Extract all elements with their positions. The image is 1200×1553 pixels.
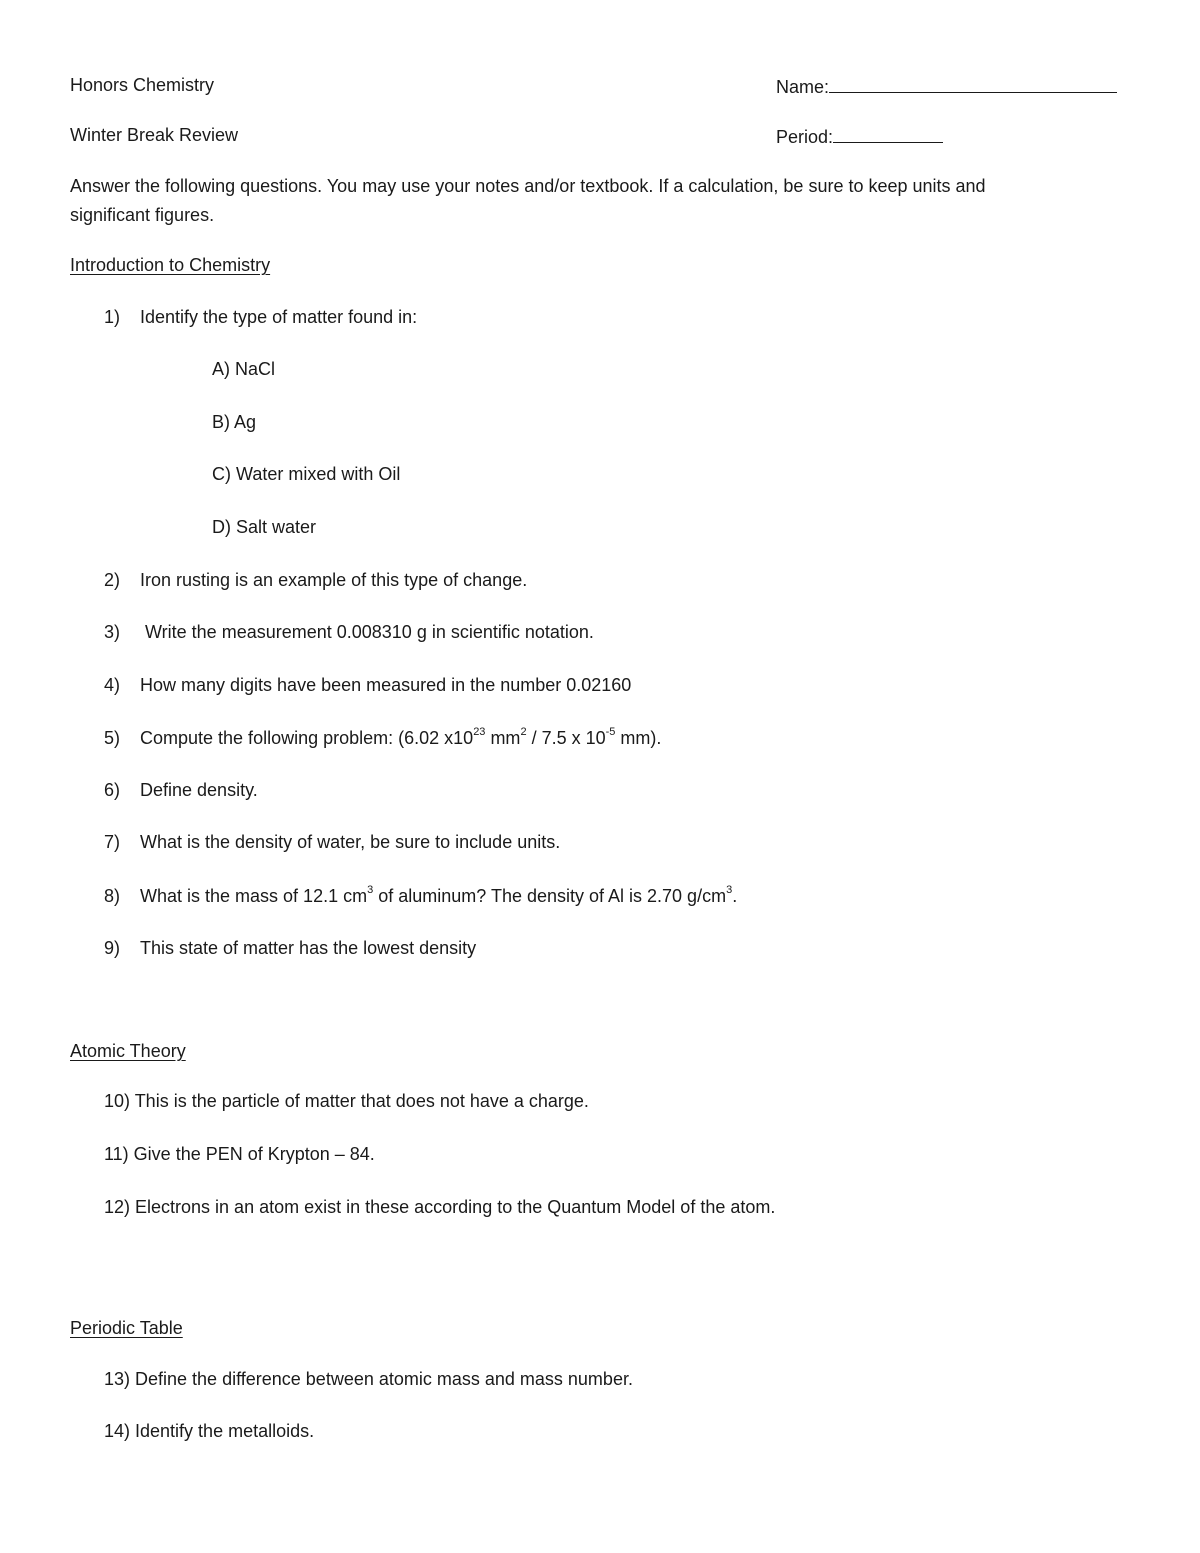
question-8 [104, 885, 737, 907]
period-field-row [776, 124, 943, 148]
question-2 [104, 569, 527, 591]
question-13: 13) Define the difference between atomic mass and mass number. [104, 1369, 633, 1389]
question-text-part: Compute the following problem: (6.02 x10 [140, 728, 474, 748]
question-number: 2) [104, 570, 121, 590]
worksheet-subtitle: Winter Break Review [70, 125, 239, 145]
question-12: 12) Electrons in an atom exist in these according to the Quantum Model of the atom. [104, 1197, 776, 1217]
question-text-part: / 7.5 x 10 [526, 728, 606, 748]
question-number: 5) [104, 728, 121, 748]
question-text: What is the density of water, be sure to include units. [140, 832, 561, 852]
question-text: Iron rusting is an example of this type of change. [140, 570, 528, 590]
period-blank[interactable] [833, 124, 943, 143]
name-field-row [776, 74, 1117, 98]
question-text: This state of matter has the lowest density [140, 938, 477, 958]
question-10: 10) This is the particle of matter that does not have a charge. [104, 1091, 589, 1111]
q1-option-d: D) Salt water [212, 517, 317, 537]
question-number: 7) [104, 832, 121, 852]
exponent: -5 [605, 726, 616, 738]
exponent: 23 [473, 726, 486, 738]
question-1 [104, 306, 417, 328]
question-number: 6) [104, 780, 121, 800]
name-blank[interactable] [829, 74, 1117, 93]
q1-option-c: C) Water mixed with Oil [212, 464, 401, 484]
question-number: 4) [104, 675, 121, 695]
question-text-part: . [732, 886, 738, 906]
period-label: Period: [776, 127, 834, 147]
question-number: 3) [104, 622, 121, 642]
section-heading-periodic: Periodic Table [70, 1318, 183, 1338]
question-text: Write the measurement 0.008310 g in scientific notation. [140, 622, 594, 642]
question-text: How many digits have been measured in the number 0.02160 [140, 675, 632, 695]
question-7 [104, 831, 560, 853]
question-4 [104, 674, 631, 696]
question-text-part: What is the mass of 12.1 cm [140, 886, 368, 906]
question-11: 11) Give the PEN of Krypton – 84. [104, 1144, 375, 1164]
question-text-part: mm [485, 728, 521, 748]
instructions-line-2: significant figures. [70, 205, 215, 225]
question-text-part: of aluminum? The density of Al is 2.70 g/cm [373, 886, 727, 906]
question-number: 1) [104, 307, 121, 327]
question-number: 8) [104, 886, 121, 906]
question-14: 14) Identify the metalloids. [104, 1421, 315, 1441]
name-label: Name: [776, 77, 830, 97]
question-text: Define density. [140, 780, 258, 800]
section-heading-intro: Introduction to Chemistry [70, 255, 271, 275]
question-6 [104, 779, 258, 801]
q1-option-a: A) NaCl [212, 359, 276, 379]
section-heading-atomic: Atomic Theory [70, 1041, 186, 1061]
question-9 [104, 937, 476, 959]
exponent: 3 [726, 884, 733, 896]
exponent: 2 [520, 726, 527, 738]
question-number: 9) [104, 938, 121, 958]
instructions-line-1: Answer the following questions. You may use your notes and/or textbook. If a calculation, be sure to keep units and [70, 176, 986, 196]
question-5 [104, 727, 661, 749]
question-3 [104, 621, 594, 643]
question-text: Identify the type of matter found in: [140, 307, 418, 327]
exponent: 3 [367, 884, 374, 896]
course-title: Honors Chemistry [70, 75, 215, 95]
q1-option-b: B) Ag [212, 412, 257, 432]
question-text-part: mm). [615, 728, 662, 748]
